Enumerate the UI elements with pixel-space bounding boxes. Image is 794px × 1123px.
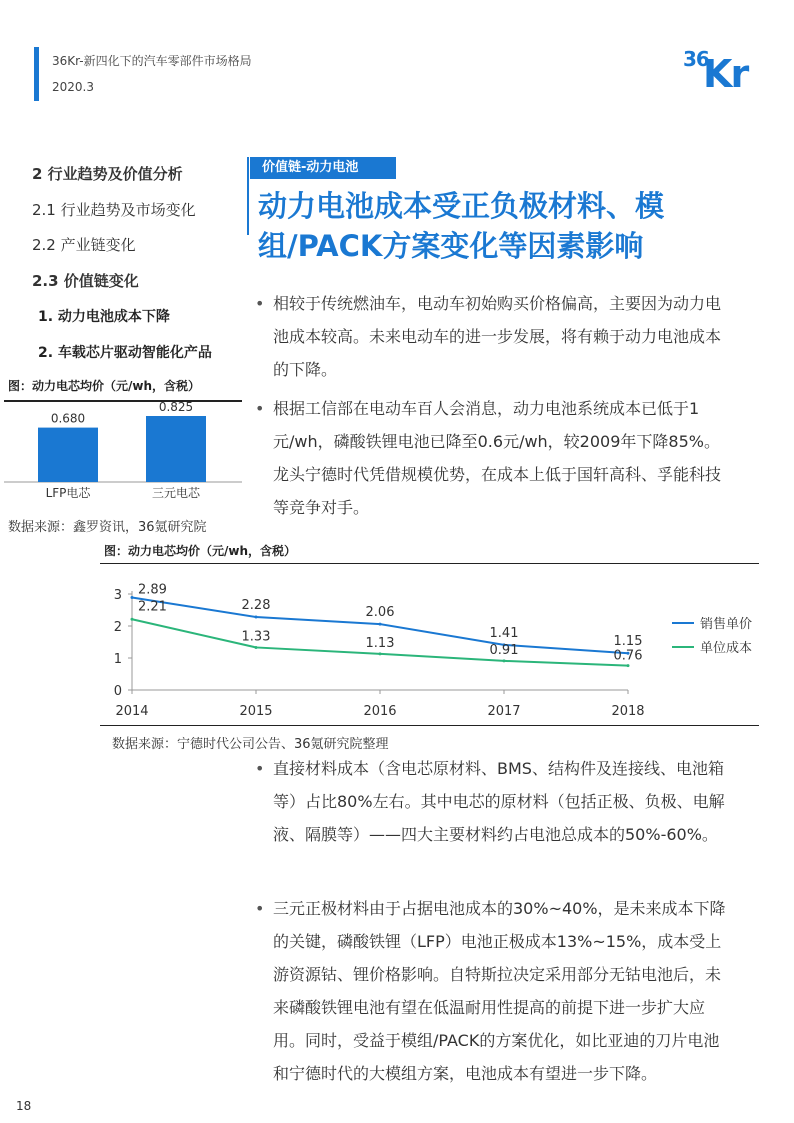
toc-item-2-1[interactable]: 2.1 行业趋势及市场变化 xyxy=(32,201,196,219)
toc-item-2[interactable]: 2 行业趋势及价值分析 xyxy=(32,165,183,183)
series-unit-cost-label-4: 0.76 xyxy=(613,648,643,664)
bar-chart-source: 数据来源：鑫罗资讯，36氪研究院 xyxy=(8,520,207,535)
series-unit-cost-point-3 xyxy=(503,659,506,662)
toc-subitem-battery-cost[interactable]: 1. 动力电池成本下降 xyxy=(38,309,170,325)
series-sales-price-point-0 xyxy=(131,596,134,599)
header-accent-bar xyxy=(34,47,39,101)
series-sales-price-label-2: 2.06 xyxy=(365,605,395,621)
series-sales-price-point-1 xyxy=(255,616,258,619)
section-tag: 价值链-动力电池 xyxy=(250,157,396,179)
bullet-icon: • xyxy=(255,399,265,418)
bar-chart-title: 图：动力电芯均价（元/wh，含税） xyxy=(8,379,201,393)
bar-0 xyxy=(38,428,98,482)
legend-label-0: 销售单价 xyxy=(700,617,753,632)
series-unit-cost-point-0 xyxy=(131,618,134,621)
series-unit-cost-label-3: 0.91 xyxy=(489,642,519,658)
brand-logo xyxy=(683,44,763,90)
svg-text:36: 36 xyxy=(683,47,709,71)
series-sales-price-label-1: 2.28 xyxy=(241,598,271,614)
svg-text:Kr: Kr xyxy=(703,52,748,90)
line-chart-title: 图：动力电芯均价（元/wh，含税） xyxy=(104,544,297,558)
bar-category-label-1: 三元电芯 xyxy=(151,486,201,500)
paragraph-1 xyxy=(255,287,735,386)
bullet-icon: • xyxy=(255,294,265,313)
bar-value-label-1: 0.825 xyxy=(158,402,194,414)
page-number: 18 xyxy=(16,1099,32,1113)
y-tick-label-3: 3 xyxy=(113,588,122,603)
series-unit-cost-point-4 xyxy=(627,664,630,667)
toc-item-2-2[interactable]: 2.2 产业链变化 xyxy=(32,236,136,254)
paragraph-2-text: 根据工信部在电动车百人会消息，动力电池系统成本已低于1元/wh，磷酸铁锂电池已降至0.6元/wh，较2009年下降85%。龙头宁德时代凭借规模优势，在成本上低于国轩高科、孚能科技等竞争对手。 xyxy=(273,399,722,517)
y-tick-label-2: 2 xyxy=(113,620,122,635)
x-tick-label-0: 2014 xyxy=(115,704,149,719)
toc-item-2-3[interactable]: 2.3 价值链变化 xyxy=(32,272,139,290)
paragraph-3 xyxy=(255,752,735,851)
line-chart-bottom-rule xyxy=(100,725,759,726)
series-sales-price-label-0: 2.89 xyxy=(138,582,167,598)
line-chart-source: 数据来源：宁德时代公司公告、36氪研究院整理 xyxy=(112,737,389,752)
x-tick-label-2: 2016 xyxy=(363,704,397,719)
series-sales-price-point-2 xyxy=(379,623,382,626)
report-date: 2020.3 xyxy=(52,80,94,94)
x-tick-label-3: 2017 xyxy=(487,704,521,719)
series-sales-price-label-3: 1.41 xyxy=(489,625,519,641)
heading-accent-line xyxy=(247,157,249,235)
bullet-icon: • xyxy=(255,759,265,778)
bar-chart xyxy=(4,402,244,506)
section-heading: 动力电池成本受正负极材料、模组/PACK方案变化等因素影响 xyxy=(258,189,665,263)
paragraph-1-text: 相较于传统燃油车，电动车初始购买价格偏高，主要因为动力电池成本较高。未来电动车的进一步发展，将有赖于动力电池成本的下降。 xyxy=(273,294,722,379)
toc-subitem-chips[interactable]: 2. 车载芯片驱动智能化产品 xyxy=(38,345,212,361)
y-tick-label-1: 1 xyxy=(113,652,122,667)
paragraph-4 xyxy=(255,892,735,1090)
paragraph-4-text: 三元正极材料由于占据电池成本的30%~40%，是未来成本下降的关键，磷酸铁锂（LFP）电池正极成本13%~15%，成本受上游资源钴、锂价格影响。自特斯拉决定采用部分无钴电池后，未来磷酸铁锂电池有望在低温耐用性提高的前提下进一步扩大应用。同时，受益于模组/PACK的方案优化，如比亚迪的刀片电池和宁德时代的大模组方案，电池成本有望进一步下降。 xyxy=(273,899,726,1083)
y-tick-label-0: 0 xyxy=(113,684,122,699)
paragraph-3-text: 直接材料成本（含电芯原材料、BMS、结构件及连接线、电池箱等）占比80%左右。其中电芯的原材料（包括正极、负极、电解液、隔膜等）——四大主要材料约占电池总成本的50%-60%。 xyxy=(273,759,725,844)
legend-label-1: 单位成本 xyxy=(700,641,753,656)
report-title: 36Kr-新四化下的汽车零部件市场格局 xyxy=(52,54,252,68)
series-unit-cost-label-1: 1.33 xyxy=(241,629,271,645)
bar-value-label-0: 0.680 xyxy=(50,411,86,426)
series-unit-cost-label-2: 1.13 xyxy=(365,635,395,651)
x-tick-label-1: 2015 xyxy=(239,704,273,719)
series-sales-price-label-4: 1.15 xyxy=(613,634,643,650)
series-unit-cost-label-0: 2.21 xyxy=(138,599,167,615)
line-chart-top-rule xyxy=(100,563,759,564)
paragraph-2 xyxy=(255,392,735,524)
series-unit-cost-point-1 xyxy=(255,646,258,649)
x-tick-label-4: 2018 xyxy=(611,704,645,719)
bar-1 xyxy=(146,416,206,482)
bar-category-label-0: LFP电芯 xyxy=(45,486,91,500)
bullet-icon: • xyxy=(255,899,265,918)
line-chart xyxy=(100,570,760,722)
series-unit-cost-point-2 xyxy=(379,652,382,655)
